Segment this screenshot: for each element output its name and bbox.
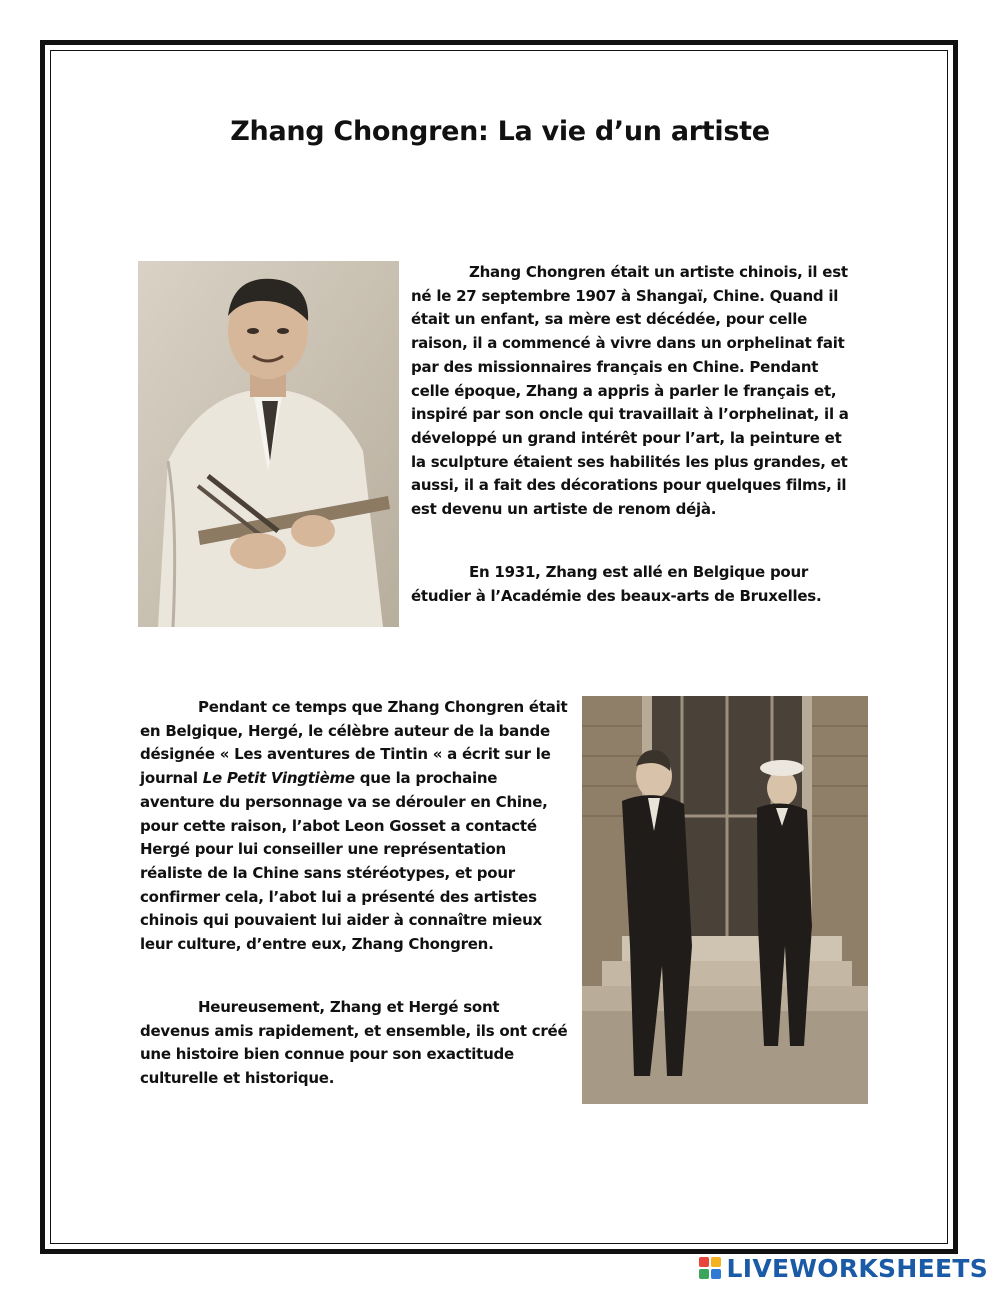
- paragraph-biography-text: Zhang Chongren était un artiste chinois, il est né le 27 septembre 1907 à Shangaï, Chine. Quand il était un enfant, sa mère est décédée, pour celle raison, il a commencé à vivre dans un orphelinat fait par des missionnaires français en Chine. Pendant celle époque, Zhang a appris à parler le français et, inspiré par son oncle qui travaillait à l’orphelinat, il a développé un grand intérêt pour l’art, la peinture et la sculpture étaient ses habilités les plus grandes, et aussi, il a fait des décorations pour quelques films, il est devenu un artiste de renom déjà.: [411, 263, 849, 519]
- paragraph-herge-text-start: Pendant ce temps que Zhang Chongren était en Belgique, Hergé, le célèbre auteur de la bande désignée « Les aventures de Tintin « a écrit sur le journal: [140, 698, 568, 788]
- liveworksheets-logo: [699, 1254, 988, 1282]
- paragraph-belgium-text: En 1931, Zhang est allé en Belgique pour étudier à l’Académie des beaux-arts de Bruxelles.: [411, 563, 822, 605]
- paragraph-herge-text-end: que la prochaine aventure du personnage va se dérouler en Chine, pour cette raison, l’abot Leon Gosset a contacté Hergé pour lui conseiller une représentation réaliste de la Chine sans stéréotypes, et pour confirmer cela, l’abot lui a présenté des artistes chinois qui pouvaient lui aider à connaître mieux leur culture, d’entre eux, Zhang Chongren.: [140, 769, 548, 954]
- paragraph-herge: [140, 696, 572, 957]
- paragraph-friendship-text: Heureusement, Zhang et Hergé sont devenus amis rapidement, et ensemble, ils ont créé une histoire bien connue pour son exactitude culturelle et historique.: [140, 998, 568, 1088]
- liveworksheets-logo-text: LIVEWORKSHEETS: [726, 1253, 988, 1283]
- page-title: Zhang Chongren: La vie d’un artiste: [230, 116, 770, 147]
- herge-zhang-photo: [582, 696, 868, 1104]
- newspaper-title: Le Petit Vingtième: [202, 769, 355, 788]
- portrait-photo: [138, 261, 399, 627]
- liveworksheets-logo-icon: [699, 1257, 721, 1279]
- paragraph-friendship: [140, 996, 572, 1091]
- paragraph-belgium: [411, 561, 861, 608]
- paragraph-biography: [411, 261, 861, 522]
